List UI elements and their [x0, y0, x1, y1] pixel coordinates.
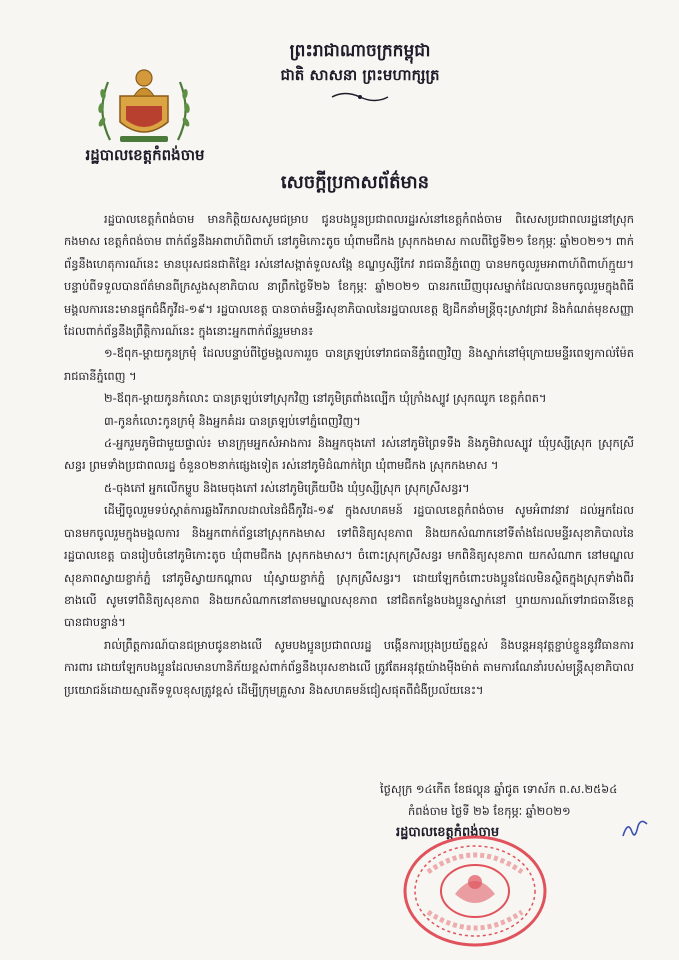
national-motto: ជាតិ សាសនា ព្រះមហាក្សត្រ	[280, 66, 440, 84]
issuing-authority: រដ្ឋបាលខេត្តកំពង់ចាម	[85, 146, 205, 164]
announcement-body	[64, 208, 634, 701]
official-seal-icon	[400, 832, 550, 950]
solar-date: កំពង់ចាម ថ្ងៃទី ២៦ ខែកុម្ភៈ ឆ្នាំ២០២១	[408, 804, 571, 818]
signature-icon	[620, 818, 650, 840]
signature-issuer: រដ្ឋបាលខេត្តកំពង់ចាម	[396, 825, 500, 840]
paragraph-item-2: ២-ឪពុក-ម្តាយកូនកំលោះ បានត្រឡប់ទៅស្រុកវិញ នៅភូមិត្រពាំងល្បើក ឃុំក្រាំងស្បូវ ស្រុកឈូក ខេត្តកំពត។	[104, 391, 547, 406]
paragraph-appeal: ដើម្បីចូលរួមទប់ស្កាត់ការឆ្លងរីករាលដាលនៃជំងឺកូវីដ-១៩ ក្នុងសហគមន៍ រដ្ឋបាលខេត្តកំពង់ចាម សូមអំពាវនាវ ដល់អ្នកដែលបានមកចូលរួមក្នុងមង្គលការ និងអ្នកពាក់ព័ន្ធនៅស្រុកកងមាស ទៅពិនិត្យសុខភាព និងយកសំណាកនៅទីតាំងដែលមន្ទីរសុខាភិបាលនៃរដ្ឋបាលខេត្ត បានរៀបចំនៅភូមិកោះតូច ឃុំពាមជីកង ស្រុកកងមាស។ ចំពោះស្រុកស្រីសន្ធរ មកពិនិត្យសុខភាព យកសំណាក នៅមណ្ឌលសុខភាពស្វាយខ្ចាក់ភ្នំ នៅភូមិស្វាយកណ្តាល ឃុំស្វាយខ្ចាក់ភ្នំ ស្រុកស្រីសន្ធរ។ ដោយឡែកចំពោះបងប្អូនដែលមិនស្ថិតក្នុងស្រុកទាំងពីរខាងលើ សូមទៅពិនិត្យសុខភាព និងយកសំណាកនៅតាមមណ្ឌលសុខភាព នៅជិតកន្លែងបងប្អូនស្នាក់នៅ ឬរាយការណ៍ទៅរាជធានីខេត្តបានជាបន្ទាន់។	[64, 503, 634, 630]
lunar-date: ថ្ងៃសុក្រ ១៤កើត ខែផល្គុន ឆ្នាំជូត ទោស័ក ព.ស.២៥៦៤	[380, 782, 618, 796]
provincial-emblem-icon	[90, 62, 198, 146]
paragraph-item-1: ១-ឪពុក-ម្តាយកូនក្រមុំ ដែលបន្ទាប់ពីថ្ងៃមង្គលការរួច បានត្រឡប់ទៅរាជធានីភ្នំពេញវិញ និងស្នាក់នៅមុំក្រោយមន្ទីរពេទ្យកាល់ម៉ែត រាជធានីភ្នំពេញ ។	[64, 346, 634, 383]
paragraph-closing: រាល់ព្រឹត្តការណ៍បានជម្រាបជូនខាងលើ សូមបងប្អូនប្រជាពលរដ្ឋ បង្កើនការប្រុងប្រយ័ត្នខ្ពស់ និងបន្តអនុវត្តខ្ជាប់ខ្ជួននូវវិធានការការពារ ដោយឡែកបងប្អូនដែលមានហានិភ័យខ្ពស់ពាក់ព័ន្ធនឹងបុរសខាងលើ ត្រូវតែអនុវត្តយ៉ាងម៉ឺងម៉ាត់ តាមការណែនាំរបស់មន្ត្រីសុខាភិបាល ប្រយោជន៍ដោយស្មារតីទទួលខុសត្រូវខ្ពស់ ដើម្បីក្រុមគ្រួសារ និងសហគមន៍ជៀសផុតពីជំងឺប្រល័យនេះ។	[64, 637, 634, 697]
kingdom-heading: ព្រះរាជាណាចក្រកម្ពុជា	[289, 41, 431, 61]
paragraph-item-5: ៥-ចុងភៅ អ្នកលើកម្ហូប និងមេចុងភៅ រស់នៅភូមិត្រើយបឹង ឃុំឫស្សីស្រុក ស្រុកស្រីសន្ធរ។	[104, 480, 470, 495]
document-title: សេចក្តីប្រកាសព័ត៌មាន	[280, 172, 430, 193]
paragraph-intro: រដ្ឋបាលខេត្តកំពង់ចាម មានកិត្តិយសសូមជម្រាប ជូនបងប្អូនប្រជាពលរដ្ឋរស់នៅខេត្តកំពង់ចាម ពិសេសប្រជាពលរដ្ឋនៅស្រុកកងមាស ខេត្តកំពង់ចាម ពាក់ព័ន្ធនឹងអាពាហ៍ពិពាហ៍ នៅភូមិកោះតូច ឃុំពាមជីកង ស្រុកកងមាស កាលពីថ្ងៃទី២១ ខែកុម្ភៈ ឆ្នាំ២០២១។ ពាក់ព័ន្ធនឹងហេតុការណ៍នេះ មានបុរសជនជាតិខ្មែរ រស់នៅសង្កាត់ទួលសង្កែ ខណ្ឌឫស្សីកែវ រាជធានីភ្នំពេញ បានមកចូលរួមអាពាហ៍ពិពាហ៍ក្មួយ។ បន្ទាប់ពីទទួលបានព័ត៌មានពីក្រសួងសុខាភិបាល នាព្រឹកថ្ងៃទី២៦ ខែកុម្ភៈ ឆ្នាំ២០២១ បានរកឃើញបុរសម្នាក់ដែលបានមកចូលរួមក្នុងពិធីមង្គលការនេះមានផ្ទុកជំងឺកូវីដ-១៩។ រដ្ឋបាលខេត្ត បានចាត់មន្ទីរសុខាភិបាលនៃរដ្ឋបាលខេត្ត ឱ្យដឹកនាំមន្ត្រីចុះស្រាវជ្រាវ និងកំណត់មុខសញ្ញាដែលពាក់ព័ន្ធនឹងព្រឹត្តិការណ៍នេះ ក្នុងនោះអ្នកពាក់ព័ន្ធរួមមាន៖	[64, 212, 634, 339]
paragraph-item-3: ៣-កូនកំលោះកូនក្រមុំ និងអ្នកគំដរ បានត្រឡប់ទៅភ្នំពេញវិញ។	[104, 413, 361, 428]
paragraph-item-4: ៤-អ្នករួមភូមិជាមួយផ្ទាល់៖ មានក្រុមអ្នកសំអាងការ និងអ្នកចុងភៅ រស់នៅភូមិព្រៃទទឹង និងភូមិវាលស្បូវ ឃុំឫស្សីស្រុក ស្រុកស្រីសន្ធរ ព្រមទាំងប្រជាពលរដ្ឋ ចំនួន០២នាក់ផ្សេងទៀត រស់នៅភូមិដំណាក់ព្រៃ ឃុំពាមជីកង ស្រុកកងមាស ។	[64, 436, 634, 473]
flourish-ornament-icon	[330, 90, 390, 104]
